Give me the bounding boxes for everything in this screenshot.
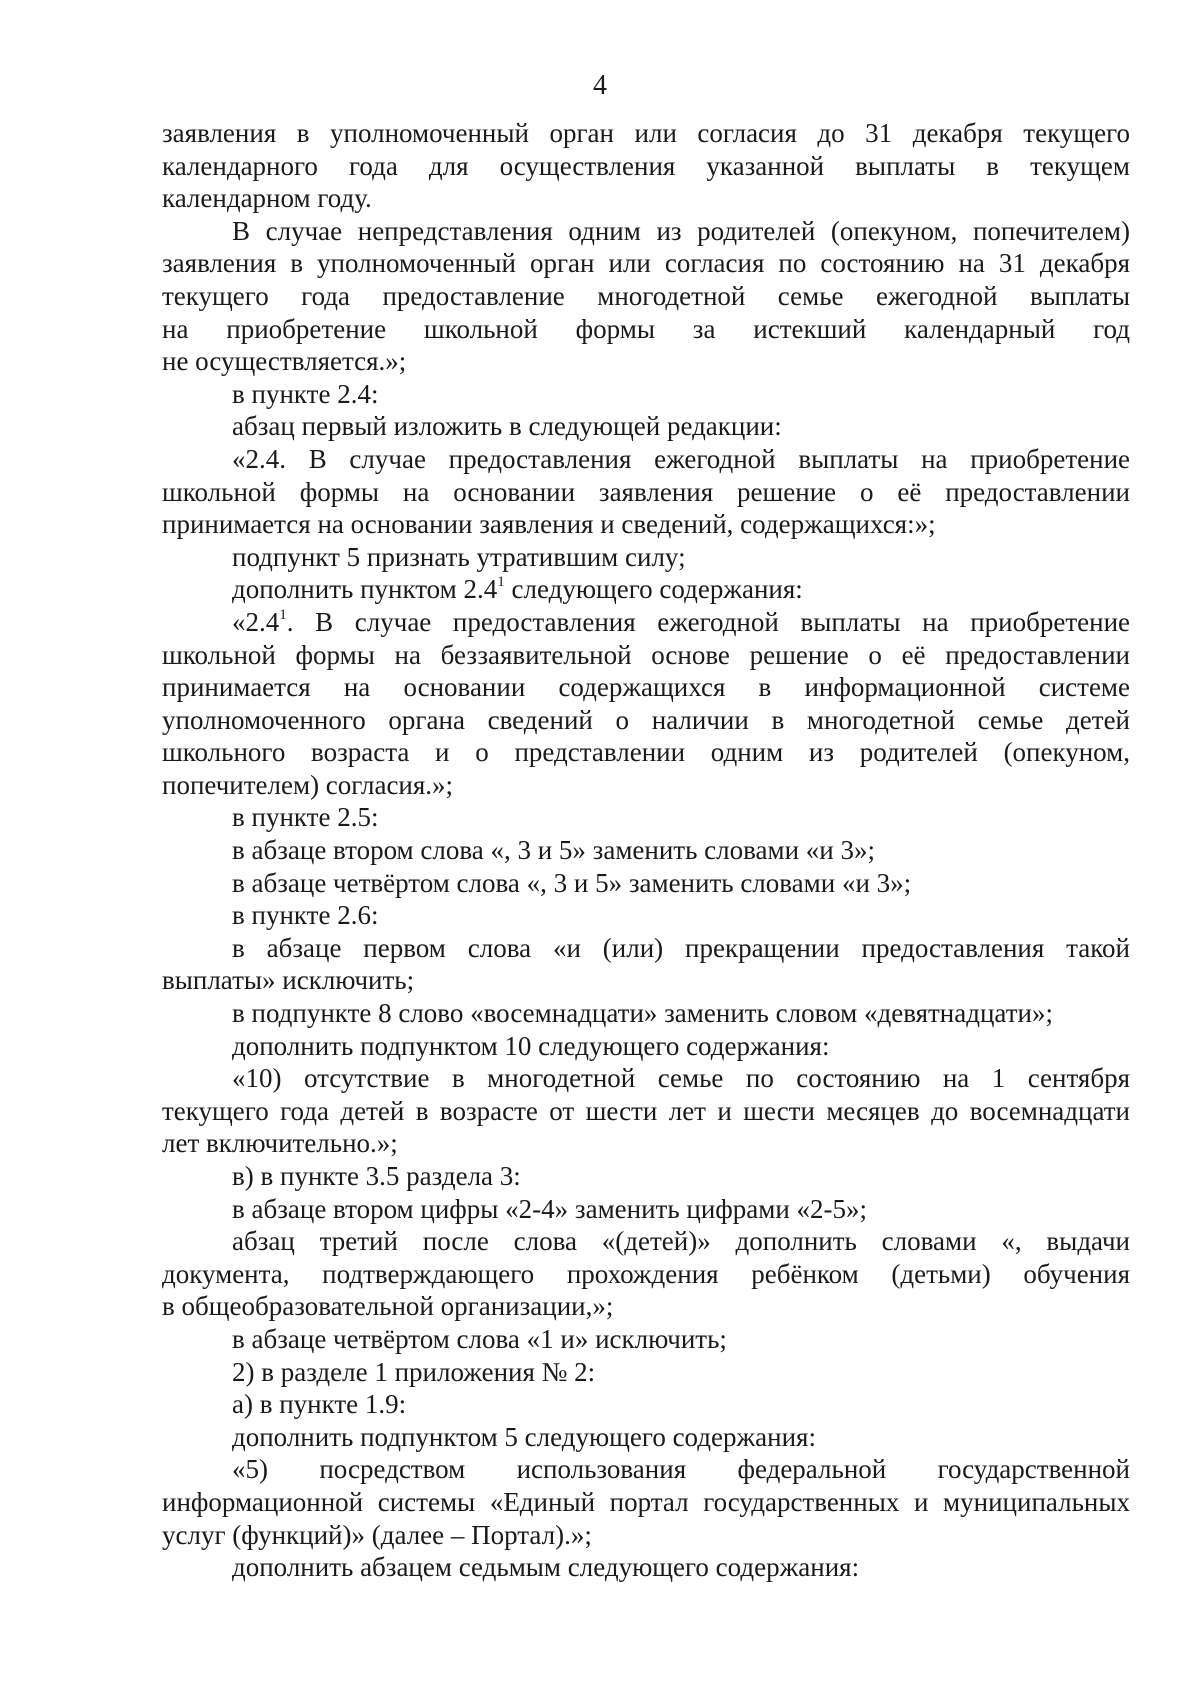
- text-line: школьной формы на беззаявительной основе решение о её предоставлении: [162, 639, 1130, 670]
- text-line: попечителем) согласия.»;: [162, 769, 454, 800]
- text-line: на приобретение школьной формы за истекший календарный год: [162, 313, 1130, 344]
- text-line: заявления в уполномоченный орган или согласия по состоянию на 31 декабря: [162, 248, 1130, 279]
- text-line: в абзаце втором слова «, 3 и 5» заменить словами «и 3»;: [232, 835, 875, 866]
- text-line: абзац третий после слова «(детей)» дополнить словами «, выдачи: [232, 1226, 1130, 1257]
- text-line: школьного возраста и о представлении одним из родителей (опекуном,: [162, 737, 1130, 768]
- text-line: «5) посредством использования федеральной государственной: [232, 1454, 1130, 1485]
- text-line: [162, 606, 1130, 639]
- text-line: в абзаце втором цифры «2-4» заменить цифрами «2-5»;: [232, 1193, 868, 1224]
- text-line: в абзаце четвёртом слова «1 и» исключить;: [232, 1323, 727, 1354]
- text-line: дополнить подпунктом 10 следующего содержания:: [232, 1030, 830, 1061]
- text-line: дополнить подпунктом 5 следующего содержания:: [232, 1421, 816, 1452]
- text-line: в абзаце четвёртом слова «, 3 и 5» заменить словами «и 3»;: [232, 867, 912, 898]
- text-line: в) в пункте 3.5 раздела 3:: [232, 1161, 521, 1191]
- text-segment: следующего содержания:: [504, 574, 803, 605]
- text-line: [162, 573, 1130, 606]
- text-line: «10) отсутствие в многодетной семье по состоянию на 1 сентября: [232, 1063, 1130, 1094]
- text-line: в подпункте 8 слово «восемнадцати» заменить словом «девятнадцати»;: [232, 998, 1053, 1029]
- text-line: а) в пункте 1.9:: [232, 1389, 407, 1420]
- text-line: в общеобразовательной организации,»;: [162, 1291, 614, 1322]
- superscript: 1: [279, 606, 287, 623]
- text-line: «2.4. В случае предоставления ежегодной выплаты на приобретение: [232, 443, 1130, 474]
- text-line: в пункте 2.5:: [232, 802, 379, 833]
- text-line: заявления в уполномоченный орган или согласия до 31 декабря текущего: [162, 118, 1130, 148]
- text-line: В случае непредставления одним из родителей (опекуном, попечителем): [232, 215, 1130, 246]
- text-line: информационной системы «Единый портал государственных и муниципальных: [162, 1486, 1130, 1517]
- text-line: не осуществляется.»;: [162, 346, 407, 377]
- page-number: 4: [593, 70, 607, 101]
- text-line: принимается на основании содержащихся в информационной системе: [162, 672, 1130, 703]
- text-line: лет включительно.»;: [162, 1128, 398, 1159]
- text-line: в пункте 2.4:: [232, 378, 379, 409]
- text-segment: дополнить пунктом 2.4: [232, 574, 498, 605]
- text-line: в пункте 2.6:: [232, 900, 379, 931]
- text-line: услуг (функций)» (далее – Портал).»;: [162, 1519, 592, 1550]
- text-line: дополнить абзацем седьмым следующего содержания:: [232, 1552, 860, 1583]
- text-line: текущего года детей в возрасте от шести лет и шести месяцев до восемнадцати: [162, 1095, 1130, 1126]
- text-line: документа, подтверждающего прохождения ребёнком (детьми) обучения: [162, 1258, 1130, 1289]
- text-line: 2) в разделе 1 приложения № 2:: [232, 1356, 596, 1387]
- text-line: выплаты» исключить;: [162, 965, 415, 996]
- text-segment: «2.4: [232, 606, 280, 637]
- document-body: [162, 117, 1130, 1584]
- text-line: подпункт 5 признать утратившим силу;: [232, 541, 686, 572]
- text-line: принимается на основании заявления и сведений, содержащихся:»;: [162, 509, 936, 540]
- text-line: календарном году.: [162, 183, 372, 214]
- text-line: календарного года для осуществления указанной выплаты в текущем: [162, 150, 1130, 181]
- text-line: школьной формы на основании заявления решение о её предоставлении: [162, 476, 1130, 507]
- text-line: уполномоченного органа сведений о наличии в многодетной семье детей: [162, 704, 1130, 735]
- text-line: текущего года предоставление многодетной семье ежегодной выплаты: [162, 280, 1130, 311]
- text-line: абзац первый изложить в следующей редакции:: [232, 411, 782, 442]
- superscript: 1: [497, 574, 505, 591]
- text-segment: . В случае предоставления ежегодной выплаты на приобретение: [286, 606, 1130, 637]
- text-line: в абзаце первом слова «и (или) прекращении предоставления такой: [232, 932, 1130, 963]
